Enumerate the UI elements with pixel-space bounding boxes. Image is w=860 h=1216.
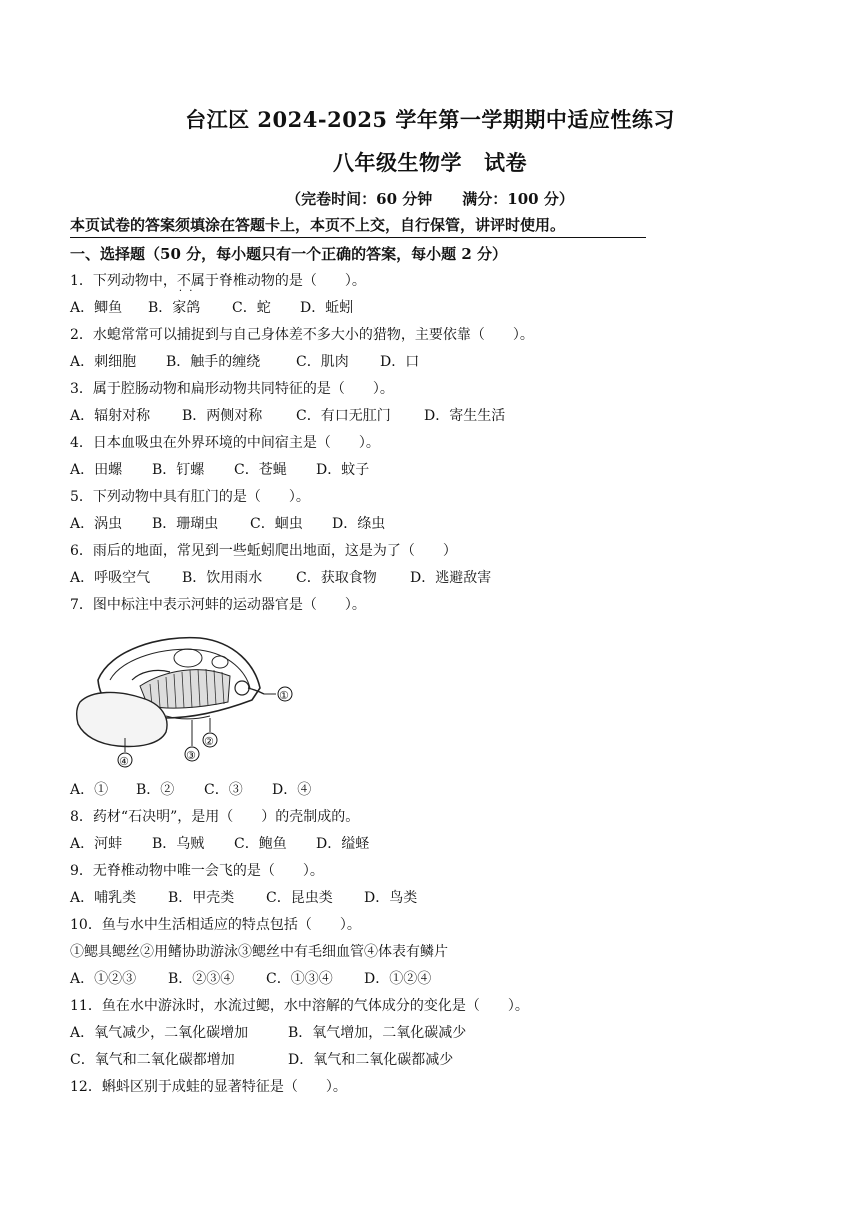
- option: C．蛇: [232, 300, 271, 316]
- option: A．氧气减少，二氧化碳增加: [70, 1025, 249, 1041]
- emphasis-text: 不属于 · ·: [177, 273, 219, 289]
- question-8-options: [70, 833, 369, 853]
- question-5: 5．下列动物中具有肛门的是（ ）。: [70, 489, 310, 505]
- question-6-options: [70, 567, 491, 587]
- option: D．蚊子: [316, 462, 370, 478]
- option: C．①③④: [266, 971, 333, 987]
- question-1: 1．下列动物中，不属于 · ·脊椎动物的是（ ）。: [70, 270, 366, 290]
- question-4-options: [70, 459, 369, 479]
- answer-notice: 本页试卷的答案须填涂在答题卡上，本页不上交，自行保管，讲评时使用。: [70, 214, 646, 238]
- time-info: （完卷时间：60 分钟: [286, 190, 433, 208]
- option: B．触手的缠绕: [166, 354, 261, 370]
- option: A．辐射对称: [70, 408, 151, 424]
- option: A．涡虫: [70, 516, 123, 532]
- option: C．蛔虫: [250, 516, 303, 532]
- option: B．家鸽: [148, 300, 201, 316]
- option: C．肌肉: [296, 354, 349, 370]
- mussel-figure: [70, 620, 300, 772]
- option: C．氧气和二氧化碳都增加: [70, 1052, 235, 1068]
- figure-label-1: ①: [279, 689, 289, 702]
- option: C．鲍鱼: [234, 836, 287, 852]
- option: B．甲壳类: [168, 890, 235, 906]
- option: D．鸟类: [364, 890, 418, 906]
- question-7-options: [70, 779, 311, 799]
- option: A．河蚌: [70, 836, 123, 852]
- option: A．呼吸空气: [70, 570, 151, 586]
- question-10: 10．鱼与水中生活相适应的特点包括（ ）。: [70, 917, 361, 933]
- question-2: 2．水螅常常可以捕捉到与自己身体差不多大小的猎物，主要依靠（ ）。: [70, 327, 534, 343]
- paper-label: 试卷: [484, 150, 527, 175]
- option: A．①②③: [70, 971, 137, 987]
- option: D．口: [380, 354, 420, 370]
- option: A．刺细胞: [70, 354, 137, 370]
- question-1-options: [70, 297, 353, 317]
- subject-name: 八年级生物学: [333, 150, 462, 175]
- question-7: 7．图中标注中表示河蚌的运动器官是（ ）。: [70, 597, 366, 613]
- option: D．逃避敌害: [410, 570, 492, 586]
- question-12: 12．蝌蚪区别于成蛙的显著特征是（ ）。: [70, 1079, 347, 1095]
- question-2-options: [70, 351, 419, 371]
- figure-label-2: ②: [204, 735, 214, 748]
- question-8: 8．药材“石决明”，是用（ ）的壳制成的。: [70, 809, 360, 825]
- question-11: 11．鱼在水中游泳时，水流过鳃，水中溶解的气体成分的变化是（ ）。: [70, 998, 529, 1014]
- option: B．氧气增加，二氧化碳减少: [288, 1025, 467, 1041]
- question-9: 9．无脊椎动物中唯一会飞的是（ ）。: [70, 863, 324, 879]
- question-5-options: [70, 513, 385, 533]
- option: C．获取食物: [296, 570, 377, 586]
- question-11-options-row2: [70, 1049, 453, 1069]
- option: B．乌贼: [152, 836, 205, 852]
- figure-label-4: ④: [119, 755, 129, 768]
- option: C．有口无肛门: [296, 408, 391, 424]
- option: C．苍蝇: [234, 462, 287, 478]
- option: B．②: [136, 782, 175, 798]
- question-9-options: [70, 887, 417, 907]
- question-3-options: [70, 405, 505, 425]
- organ: [174, 649, 202, 667]
- option: D．氧气和二氧化碳都减少: [288, 1052, 454, 1068]
- option: A．田螺: [70, 462, 123, 478]
- question-6: 6．雨后的地面，常见到一些蚯蚓爬出地面，这是为了（ ）: [70, 543, 457, 559]
- question-10-statements: ①鳃具鳃丝②用鳍协助游泳③鳃丝中有毛细血管④体表有鳞片: [70, 944, 448, 960]
- option: B．两侧对称: [182, 408, 263, 424]
- option: D．寄生生活: [424, 408, 506, 424]
- option: A．①: [70, 782, 109, 798]
- question-4: 4．日本血吸虫在外界环境的中间宿主是（ ）。: [70, 435, 380, 451]
- option: C．③: [204, 782, 243, 798]
- section-heading: 一、选择题（50 分，每小题只有一个正确的答案，每小题 2 分）: [70, 245, 507, 263]
- exam-subject-title: [0, 147, 860, 177]
- option: A．鲫鱼: [70, 300, 123, 316]
- option: B．珊瑚虫: [152, 516, 219, 532]
- option: D．蚯蚓: [300, 300, 354, 316]
- option: B．钉螺: [152, 462, 205, 478]
- exam-title: 台江区 2024-2025 学年第一学期期中适应性练习: [185, 107, 675, 132]
- option: D．①②④: [364, 971, 432, 987]
- organ: [212, 656, 228, 668]
- option: C．昆虫类: [266, 890, 333, 906]
- option: D．绦虫: [332, 516, 386, 532]
- option: A．哺乳类: [70, 890, 137, 906]
- option: D．缢蛏: [316, 836, 370, 852]
- question-10-options: [70, 968, 431, 988]
- question-3: 3．属于腔肠动物和扁形动物共同特征的是（ ）。: [70, 381, 394, 397]
- question-11-options-row1: [70, 1022, 466, 1042]
- option: B．饮用雨水: [182, 570, 263, 586]
- adductor-muscle: [235, 681, 249, 695]
- option: D．④: [272, 782, 312, 798]
- figure-label-3: ③: [186, 749, 196, 762]
- option: B．②③④: [168, 971, 235, 987]
- exam-meta: [0, 188, 860, 209]
- score-info: 满分：100 分）: [462, 190, 574, 208]
